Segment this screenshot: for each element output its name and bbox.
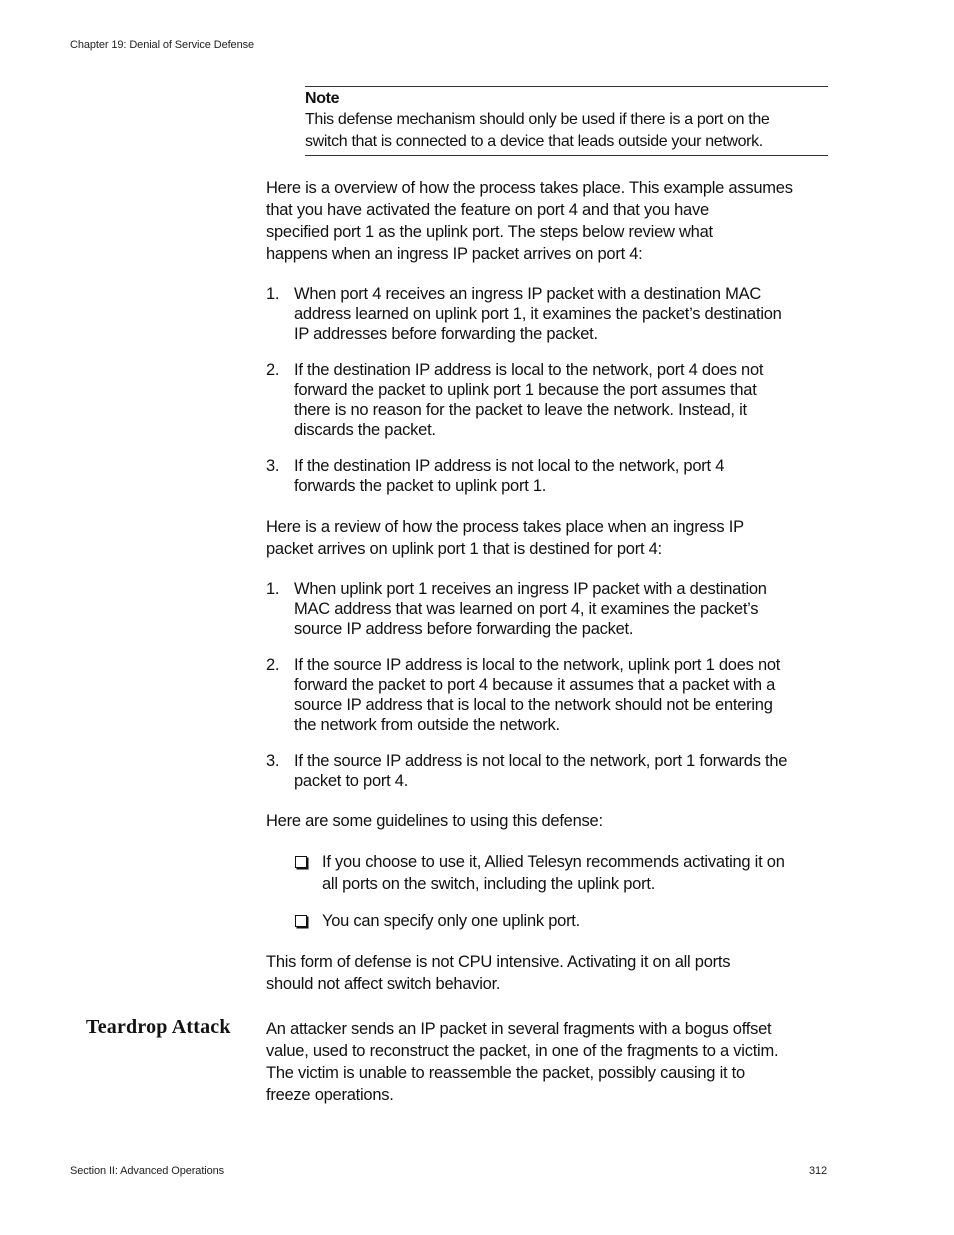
text-line: The victim is unable to reassemble the packet, possibly causing it to	[266, 1064, 745, 1082]
text-line: discards the packet.	[294, 421, 436, 439]
text-line: If the destination IP address is not local to the network, port 4	[294, 457, 725, 475]
text-line: the network from outside the network.	[294, 716, 560, 734]
text-line: that you have activated the feature on port 4 and that you have	[266, 201, 709, 219]
cpu-paragraph	[266, 951, 830, 995]
section-heading: Teardrop Attack	[86, 1016, 231, 1038]
step-number: 1.	[266, 285, 280, 303]
text-line: When uplink port 1 receives an ingress IP packet with a destination	[294, 580, 767, 598]
note-line: switch that is connected to a device that leads outside your network.	[305, 133, 763, 150]
text-line: If the source IP address is local to the network, uplink port 1 does not	[294, 656, 781, 674]
text-line: value, used to reconstruct the packet, in one of the fragments to a victim.	[266, 1042, 779, 1060]
step-number: 2.	[266, 361, 280, 379]
step-number: 1.	[266, 580, 280, 598]
text-line: address learned on uplink port 1, it examines the packet’s destination	[294, 305, 782, 323]
text-line: source IP address before forwarding the packet.	[294, 620, 634, 638]
note-box	[305, 86, 828, 156]
checkbox-bullet-icon	[295, 856, 307, 868]
uplink-steps-list	[266, 579, 830, 791]
step-number: 2.	[266, 656, 280, 674]
list-item	[266, 456, 830, 496]
text-line: freeze operations.	[266, 1086, 394, 1104]
list-item	[266, 579, 830, 639]
guidelines-intro: Here are some guidelines to using this defense:	[266, 812, 603, 830]
text-line: This form of defense is not CPU intensive. Activating it on all ports	[266, 953, 731, 971]
page-number: 312	[809, 1165, 828, 1177]
text-line: If the source IP address is not local to the network, port 1 forwards the	[294, 752, 788, 770]
guidelines-list	[295, 851, 829, 932]
text-line: source IP address that is local to the network should not be entering	[294, 696, 773, 714]
list-item	[266, 751, 830, 791]
text-line: IP addresses before forwarding the packet.	[294, 325, 598, 343]
text-line: Here is a overview of how the process takes place. This example assumes	[266, 179, 793, 197]
step-number: 3.	[266, 457, 280, 475]
text-line: there is no reason for the packet to leave the network. Instead, it	[294, 401, 747, 419]
text-line: An attacker sends an IP packet in several fragments with a bogus offset	[266, 1020, 772, 1038]
note-title: Note	[305, 90, 340, 107]
text-line: forward the packet to port 4 because it assumes that a packet with a	[294, 676, 776, 694]
text-line: MAC address that was learned on port 4, it examines the packet’s	[294, 600, 759, 618]
list-item	[266, 284, 830, 344]
port4-steps-list	[266, 284, 830, 496]
text-line: packet to port 4.	[294, 772, 409, 790]
step-number: 3.	[266, 752, 280, 770]
running-footer: Section II: Advanced Operations	[70, 1165, 225, 1177]
text-line: should not affect switch behavior.	[266, 975, 501, 993]
text-line: forward the packet to uplink port 1 because the port assumes that	[294, 381, 757, 399]
text-line: You can specify only one uplink port.	[322, 912, 580, 930]
list-item	[295, 910, 829, 932]
text-line: all ports on the switch, including the uplink port.	[322, 875, 656, 893]
teardrop-paragraph	[266, 1018, 830, 1106]
list-item	[266, 655, 830, 735]
note-line: This defense mechanism should only be used if there is a port on the	[305, 111, 770, 128]
intro-paragraph	[266, 177, 830, 265]
list-item	[266, 360, 830, 440]
text-line: happens when an ingress IP packet arrives on port 4:	[266, 245, 643, 263]
text-line: If the destination IP address is local to the network, port 4 does not	[294, 361, 764, 379]
text-line: forwards the packet to uplink port 1.	[294, 477, 547, 495]
text-line: packet arrives on uplink port 1 that is destined for port 4:	[266, 540, 662, 558]
running-header: Chapter 19: Denial of Service Defense	[70, 39, 255, 51]
text-line: When port 4 receives an ingress IP packet with a destination MAC	[294, 285, 762, 303]
text-line: specified port 1 as the uplink port. The steps below review what	[266, 223, 713, 241]
text-line: Here is a review of how the process takes place when an ingress IP	[266, 518, 744, 536]
review-paragraph	[266, 516, 830, 560]
list-item	[295, 851, 829, 895]
checkbox-bullet-icon	[295, 915, 307, 927]
text-line: If you choose to use it, Allied Telesyn recommends activating it on	[322, 853, 785, 871]
